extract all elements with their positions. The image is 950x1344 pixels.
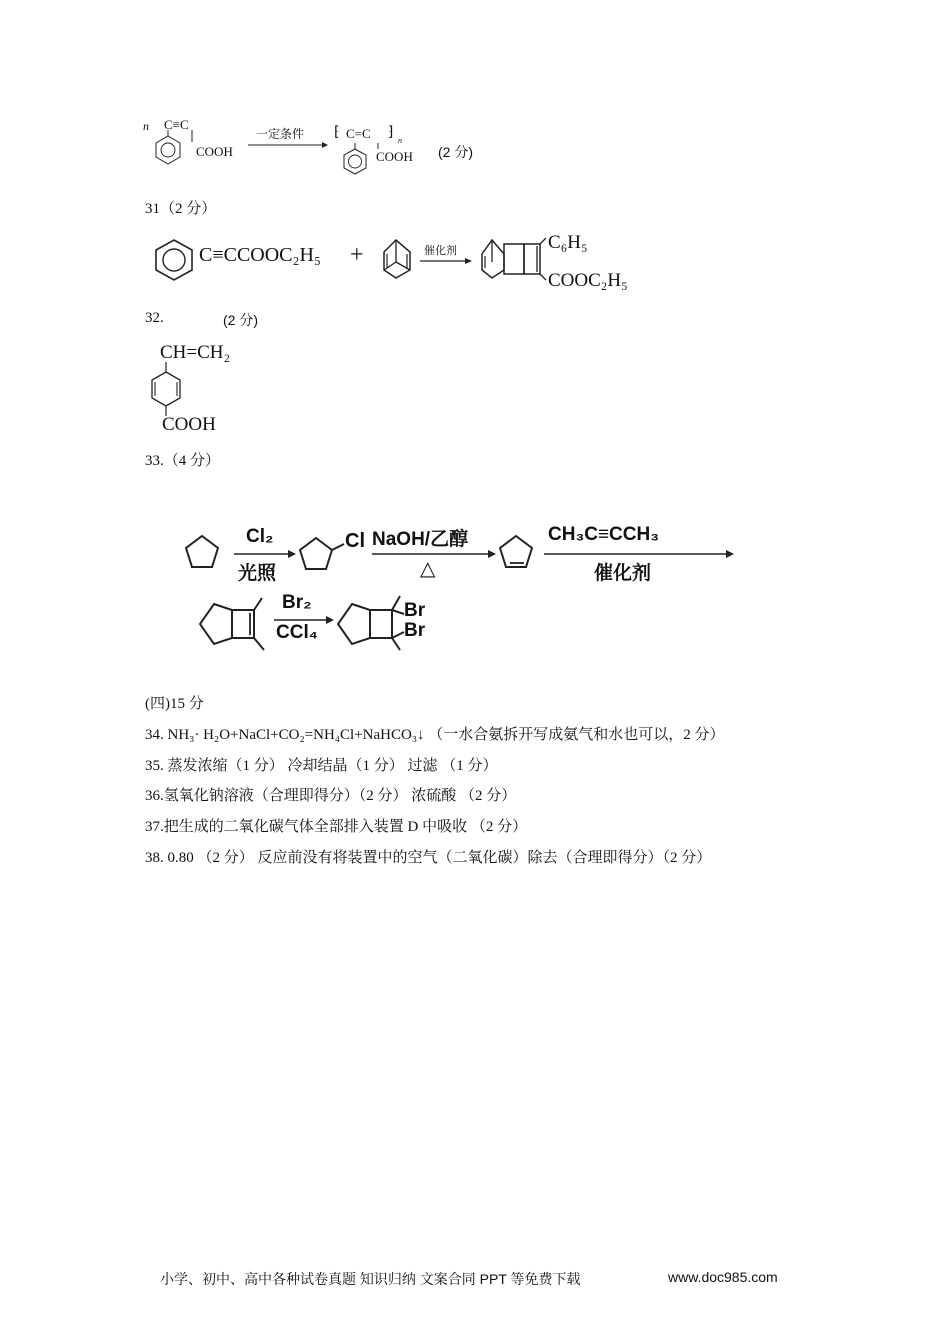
answer-38: 38. 0.80 （2 分） 反应前没有将装置中的空气（二氧化碳）除去（合理即得分）（2 分）: [145, 850, 712, 866]
benzene-ring-icon: [338, 143, 378, 183]
q31-sub-phenyl: C₆H₅: [548, 232, 588, 253]
polymer-bracket-left: ⁅: [334, 125, 340, 140]
reaction-arrow-icon: [248, 142, 328, 150]
chlorocyclopentane-icon: [298, 534, 348, 576]
cyclopentane-icon: [184, 534, 224, 574]
q31-sub-ester: COOC₂H₅: [548, 270, 628, 291]
q32-label: 32.: [145, 310, 164, 326]
polymer-bracket-right: ⁆: [388, 125, 394, 140]
plus-sign: +: [350, 242, 364, 268]
product-cooh: COOH: [376, 149, 413, 164]
product-n-label: n: [398, 136, 402, 145]
dibromo-product-icon: [334, 592, 414, 654]
step2-reagent: NaOH/乙醇: [372, 529, 469, 550]
benzene-ring-icon: [150, 132, 190, 177]
step4-reagent: Br₂: [282, 592, 312, 613]
q33-label: 33.（4 分）: [145, 453, 221, 469]
product-alkene: C=C: [346, 126, 371, 141]
answer-36: 36.氢氧化钠溶液（合理即得分）（2 分） 浓硫酸 （2 分）: [145, 788, 517, 804]
footer-promo-text: 小学、初中、高中各种试卷真题 知识归纳 文案合同 PPT 等免费下载: [160, 1271, 581, 1287]
chloro-label: Cl: [345, 530, 365, 552]
step1-reagent: Cl₂: [246, 526, 274, 547]
reactant-cooh: COOH: [196, 144, 233, 159]
step2-condition: △: [420, 558, 436, 580]
q31-reactant-ester: C≡CCOOC₂H₅: [199, 244, 321, 266]
step3-condition: 催化剂: [594, 563, 652, 584]
norbornadiene-icon: [378, 232, 418, 284]
answer-34: 34. NH₃· H₂O+NaCl+CO₂=NH₄Cl+NaHCO₃↓ （一水合氨拆开写成氨气和水也可以，2 分）: [145, 727, 725, 743]
q30-score: (2 分): [438, 144, 473, 160]
cyclopentene-icon: [498, 534, 538, 574]
polymer-n-label: n: [143, 119, 149, 133]
benzene-ring-icon: [154, 238, 200, 284]
bromo-label-2: Br: [404, 620, 426, 641]
step1-condition: 光照: [238, 563, 277, 584]
q32-cooh: COOH: [162, 414, 216, 435]
reaction-arrow-icon: [420, 258, 472, 266]
footer-site-link[interactable]: www.doc985.com: [668, 1269, 778, 1285]
tricyclic-product-icon: [478, 228, 550, 290]
q32-vinyl: CH=CH₂: [160, 342, 231, 363]
step3-reagent: CH₃C≡CCH₃: [548, 524, 659, 545]
reactant-alkyne: C≡C: [164, 117, 189, 132]
q30-condition: 一定条件: [256, 127, 305, 141]
bromo-label-1: Br: [404, 600, 426, 621]
answer-37: 37.把生成的二氧化碳气体全部排入装置 D 中吸收 （2 分）: [145, 819, 528, 835]
section-heading: (四)15 分: [145, 696, 204, 712]
q32-score: (2 分): [223, 312, 258, 328]
q31-label: 31（2 分）: [145, 201, 217, 217]
q31-catalyst: 催化剂: [424, 245, 457, 257]
benzene-ring-icon: [148, 362, 188, 418]
answer-35: 35. 蒸发浓缩（1 分） 冷却结晶（1 分） 过滤 （1 分）: [145, 758, 498, 774]
step4-condition: CCl₄: [276, 622, 318, 643]
bicyclic-alkene-icon: [196, 594, 272, 654]
